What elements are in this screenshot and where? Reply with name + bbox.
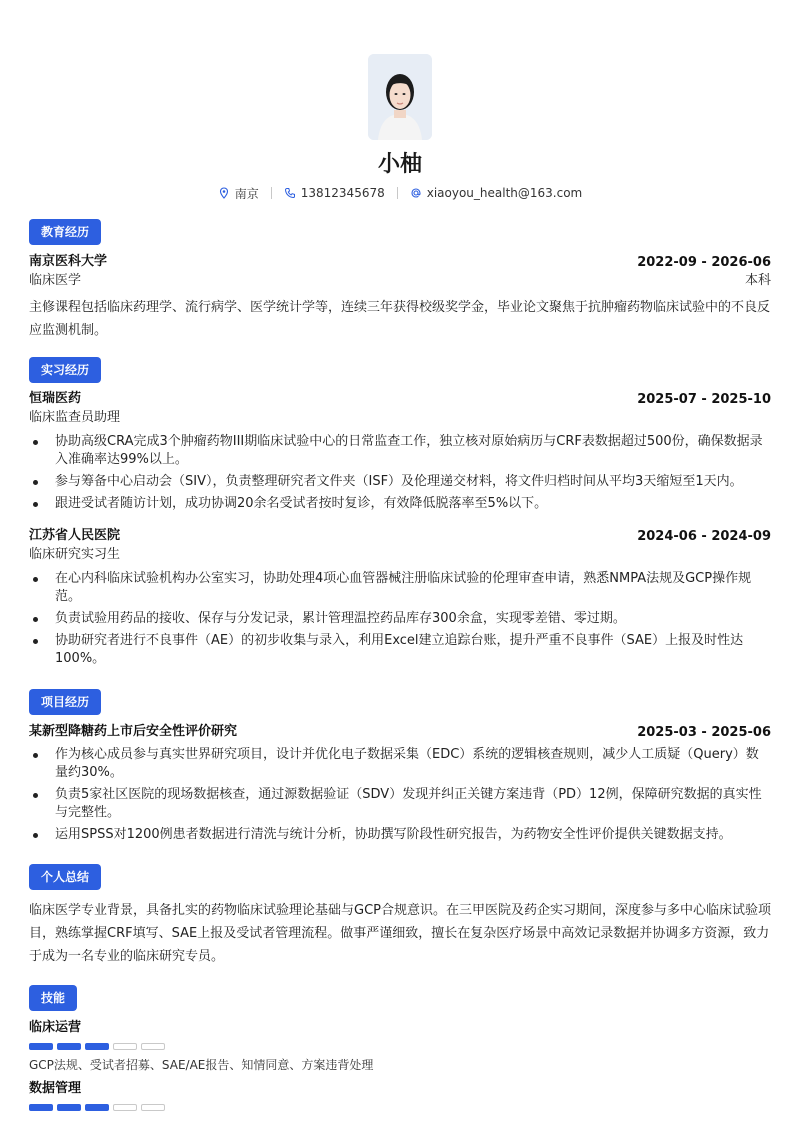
internship-dates: 2025-07 - 2025-10 [637,391,771,407]
at-sign-icon [410,187,422,199]
profile-photo [368,54,432,140]
skill-1 [29,1019,771,1074]
skill-name: 临床运营 [29,1020,82,1035]
project-block [29,722,771,844]
contact-divider [271,187,272,199]
email-text: xiaoyou_health@163.com [426,186,583,200]
skill-name: 数据管理 [29,1081,82,1096]
section-project-tag: 项目经历 [29,689,101,715]
section-internship-tag: 实习经历 [29,357,101,383]
internship-org: 恒瑞医药 [29,391,82,406]
degree: 本科 [744,273,771,288]
list-item: 协助高级CRA完成3个肿瘤药物III期临床试验中心的日常监查工作，独立核对原始病历与CRF表数据超过500份，确保数据录入准确率达99%以上。 [29,433,771,469]
section-education-tag: 教育经历 [29,219,101,245]
contact-bar [0,184,800,202]
contact-phone [284,186,385,200]
contact-email [410,186,583,200]
section-skills-tag: 技能 [29,985,77,1011]
location-pin-icon [218,187,230,199]
education-block [29,252,771,342]
summary-text: 临床医学专业背景，具备扎实的药物临床试验理论基础与GCP合规意识。在三甲医院及药企实习期间，深度参与多中心临床试验项目，熟练掌握CRF填写、SAE上报及受试者管理流程。做事严谨细致，擅长在复杂医疗场景中高效记录数据并协调多方资源，致力于成为一名专业的临床研究专员。 [29,903,771,964]
phone-icon [284,187,296,199]
education-dates: 2022-09 - 2026-06 [637,254,771,270]
list-item: 协助研究者进行不良事件（AE）的初步收集与录入，利用Excel建立追踪台账，提升严重不良事件（SAE）上报及时性达100%。 [29,632,771,668]
contact-city [218,185,259,202]
skill-level-filled [57,1043,81,1050]
list-item: 跟进受试者随访计划，成功协调20余名受试者按时复诊，有效降低脱落率至5%以下。 [29,495,771,513]
skill-level-empty [113,1043,137,1050]
list-item: 在心内科临床试验机构办公室实习，协助处理4项心血管器械注册临床试验的伦理审查申请，熟悉NMPA法规及GCP操作规范。 [29,570,771,606]
skill-level [29,1104,771,1111]
internship-bullets [29,570,771,668]
project-title: 某新型降糖药上市后安全性评价研究 [29,724,238,739]
section-summary-tag: 个人总结 [29,864,101,890]
list-item: 运用SPSS对1200例患者数据进行清洗与统计分析，协助撰写阶段性研究报告，为药物安全性评价提供关键数据支持。 [29,826,771,844]
skill-description: GCP法规、受试者招募、SAE/AE报告、知情同意、方案违背处理 [29,1058,374,1072]
summary-block [29,899,771,968]
skill-level-filled [29,1043,53,1050]
contact-divider [397,187,398,199]
internship-role: 临床监查员助理 [29,410,121,425]
resume-header [0,54,800,202]
skill-level-filled [85,1043,109,1050]
internship-dates: 2024-06 - 2024-09 [637,528,771,544]
project-bullets [29,746,771,844]
list-item: 负责试验用药品的接收、保存与分发记录，累计管理温控药品库存300余盒，实现零差错、零过期。 [29,610,771,628]
skill-level-filled [29,1104,53,1111]
skill-level-filled [85,1104,109,1111]
list-item: 参与筹备中心启动会（SIV），负责整理研究者文件夹（ISF）及伦理递交材料，将文件归档时间从平均3天缩短至1天内。 [29,473,771,491]
internship-2 [29,526,771,668]
project-dates: 2025-03 - 2025-06 [637,724,771,740]
skill-level-empty [141,1043,165,1050]
internship-1 [29,389,771,513]
skill-2 [29,1080,771,1111]
internship-org: 江苏省人民医院 [29,528,121,543]
list-item: 作为核心成员参与真实世界研究项目，设计并优化电子数据采集（EDC）系统的逻辑核查规则，减少人工质疑（Query）数量约30%。 [29,746,771,782]
internship-role: 临床研究实习生 [29,547,121,562]
major: 临床医学 [29,273,82,288]
education-description: 主修课程包括临床药理学、流行病学、医学统计学等，连续三年获得校级奖学金，毕业论文聚焦于抗肿瘤药物临床试验中的不良反应监测机制。 [29,300,771,338]
city-text: 南京 [234,186,259,201]
internship-bullets [29,433,771,513]
skill-level [29,1043,771,1050]
skill-level-filled [57,1104,81,1111]
candidate-name: 小柚 [377,152,422,177]
skill-level-empty [141,1104,165,1111]
list-item: 负责5家社区医院的现场数据核查，通过源数据验证（SDV）发现并纠正关键方案违背（PD）12例，保障研究数据的真实性与完整性。 [29,786,771,822]
phone-text: 13812345678 [300,186,385,200]
skill-level-empty [113,1104,137,1111]
school-name: 南京医科大学 [29,254,108,269]
